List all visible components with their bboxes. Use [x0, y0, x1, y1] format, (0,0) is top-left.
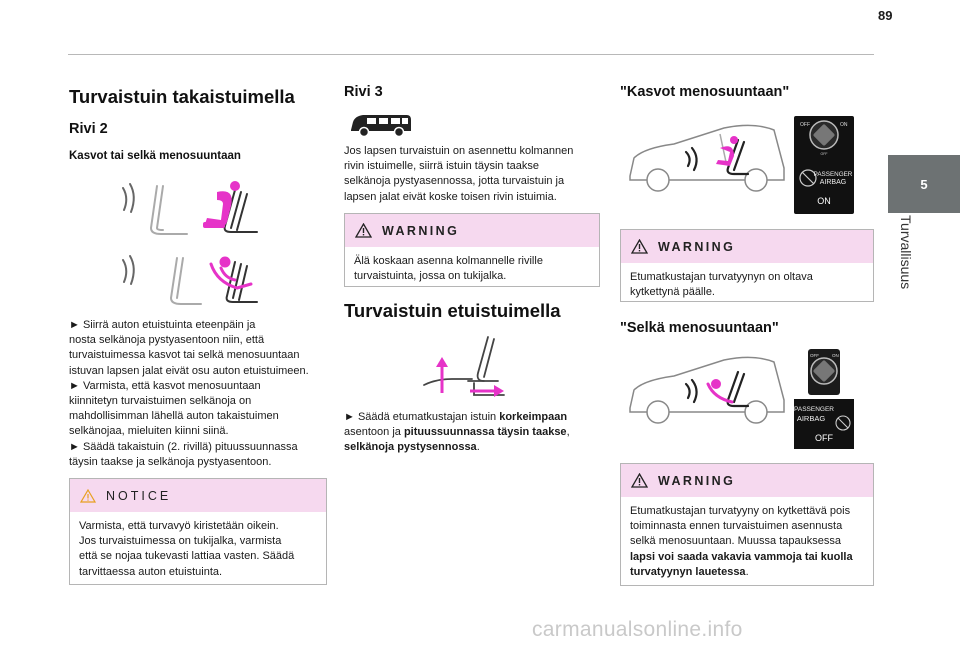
watermark: carmanualsonline.info — [532, 618, 743, 641]
warning-label: WARNING — [658, 473, 736, 488]
warning-triangle-icon — [355, 223, 372, 238]
row2-subheading: Kasvot tai selkä menosuuntaan — [69, 150, 241, 162]
section-title-front: Turvaistuin etuistuimella — [344, 300, 561, 321]
front-seat-instructions: ► Säädä etumatkustajan istuin korkeimpaan asentoon ja pituussuunnassa täysin taakse, selkänoja pystysennossa. — [344, 411, 570, 454]
warning-triangle-icon — [631, 473, 648, 488]
warning-text: Etumatkustajan turvatyynyn on oltava kytkettynä päälle. — [630, 271, 813, 299]
row2-heading: Rivi 2 — [69, 121, 108, 137]
rear-seat-illustration — [117, 178, 267, 318]
warning-text: Etumatkustajan turvatyyny on kytkettävä pois toiminnasta ennen turvaistuimen asennusta selkä menosuuntaan. Muussa tapauksessa lapsi voi saada vakavia vammoja tai kuolla turvatyynyn lauetessa. — [630, 505, 853, 578]
warning-label: WARNING — [382, 223, 460, 238]
rear-facing-heading: "Selkä menosuuntaan" — [620, 320, 779, 336]
van-third-row-icon — [349, 112, 413, 138]
panel-passenger-text: PASSENGER — [813, 171, 853, 178]
warning-box-airbag-off — [620, 463, 874, 586]
airbag-panel-on — [794, 116, 854, 214]
notice-label: NOTICE — [106, 488, 172, 503]
warning-triangle-icon — [631, 239, 648, 254]
panel-status-off: OFF — [815, 433, 833, 443]
facing-forward-heading: "Kasvot menosuuntaan" — [620, 84, 790, 100]
notice-triangle-icon — [80, 489, 96, 503]
key-on-text: ON — [832, 353, 839, 358]
panel-airbag-text: AIRBAG — [819, 179, 847, 186]
car-rear-facing-illustration — [624, 350, 794, 430]
warning-box-airbag-on — [620, 229, 874, 302]
key-on-text: ON — [840, 122, 848, 128]
panel-airbag-text: AIRBAG — [796, 414, 826, 423]
row3-instructions: Jos lapsen turvaistuin on asennettu kolmannen rivin istuimelle, siirrä istuin täysin taakse selkänoja pystyasennossa, jotta turvaistuin ja lapsen jalat eivät koske toisen rivin istuimia. — [344, 145, 574, 203]
row3-heading: Rivi 3 — [344, 84, 383, 100]
warning-label: WARNING — [658, 239, 736, 254]
panel-status-on: ON — [817, 196, 831, 206]
key-off-text: OFF — [810, 353, 819, 358]
header-divider — [68, 54, 874, 55]
warning-box-row3 — [344, 213, 600, 287]
chapter-tab[interactable]: 5 — [888, 155, 960, 213]
section-title-rear: Turvaistuin takaistuimella — [69, 86, 295, 107]
panel-passenger-text: PASSENGER — [794, 406, 834, 413]
row2-instructions: ► Siirrä auton etuistuinta eteenpäin ja nosta selkänoja pystyasentoon niin, että turvaistuimessa kasvot tai selkä menosuuntaan istuvan lapsen jalat eivät osu auton etuistuimeen. ► Varmista, että kasvot menosuuntaan kiinnitetyn turvaistuimen selkänoja on mahdollisimman lähellä auton takaistuimen selkänojaa, mieluiten kiinni siinä. ► Säädä takaistuin (2. rivillä) pituussuunnassa täysin taakse ja selkänoja pystyasentoon. — [69, 319, 309, 468]
airbag-panel-off — [794, 349, 854, 449]
notice-box — [69, 478, 327, 585]
warning-text: Älä koskaan asenna kolmannelle riville turvaistuinta, jossa on tukijalka. — [354, 255, 543, 283]
front-seat-adjust-illustration — [418, 333, 508, 401]
notice-text: Varmista, että turvavyö kiristetään oikein. Jos turvaistuimessa on tukijalka, varmista että se nojaa tukevasti lattiaa vasten. Säädä tarvittaessa auton etuistuinta. — [79, 520, 295, 578]
chapter-label: Turvallisuus — [898, 215, 914, 290]
car-forward-facing-illustration — [624, 118, 794, 198]
panel-off-caption: OFF — [820, 152, 828, 156]
page-number: 89 — [878, 8, 893, 23]
key-off-text: OFF — [800, 122, 810, 128]
